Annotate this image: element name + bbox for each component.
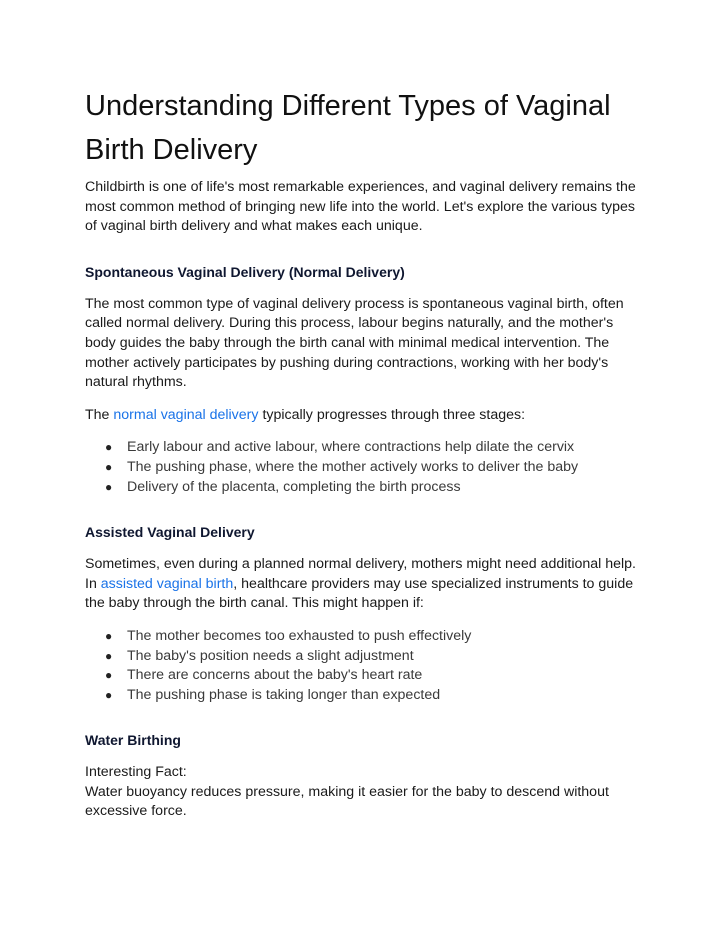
fact-label: Interesting Fact: bbox=[85, 764, 187, 781]
list-item-text: The mother becomes too exhausted to push effectively bbox=[127, 627, 472, 644]
list-item bbox=[85, 647, 645, 667]
list-item bbox=[85, 478, 645, 498]
lead-text-pre: The bbox=[85, 406, 114, 423]
bullet-icon: ● bbox=[105, 668, 113, 683]
list-item bbox=[85, 438, 645, 458]
bullet-icon: ● bbox=[105, 479, 113, 494]
list-item bbox=[85, 686, 645, 706]
body-text-pre: Sometimes, even during a planned normal delivery, mothers might need additional help. In bbox=[85, 556, 636, 592]
section-water-birthing bbox=[85, 730, 645, 822]
reasons-list bbox=[85, 627, 645, 705]
section-spontaneous-delivery bbox=[85, 262, 645, 497]
list-item-text: The pushing phase, where the mother actively works to deliver the baby bbox=[127, 458, 579, 475]
section-body: The most common type of vaginal delivery process is spontaneous vaginal birth, often called normal delivery. During this process, labour begins naturally, and the mother's body guides the baby through the birth canal with minimal medical intervention. The mother actively participates by pushing during contractions, working with her body's natural rhythms. bbox=[85, 295, 624, 391]
normal-vaginal-delivery-link[interactable]: normal vaginal delivery bbox=[113, 406, 259, 423]
intro-paragraph: Childbirth is one of life's most remarkable experiences, and vaginal delivery remains the most common method of bringing new life into the world. Let's explore the various types of vaginal birth delivery and what makes each unique. bbox=[85, 179, 636, 235]
body-text-post: , healthcare providers may use specialized instruments to guide the baby through the birth canal. This might happen if: bbox=[85, 575, 634, 612]
bullet-icon: ● bbox=[105, 440, 113, 455]
section-assisted-delivery bbox=[85, 522, 645, 705]
section-heading: Assisted Vaginal Delivery bbox=[85, 524, 255, 541]
section-heading: Spontaneous Vaginal Delivery (Normal Delivery) bbox=[85, 263, 405, 280]
stages-lead bbox=[85, 406, 645, 426]
page-title: Understanding Different Types of Vaginal Birth Delivery bbox=[85, 90, 611, 166]
bullet-icon: ● bbox=[105, 628, 113, 643]
list-item-text: Delivery of the placenta, completing the birth process bbox=[127, 478, 461, 495]
fact-text: Water buoyancy reduces pressure, making it easier for the baby to descend without excessive force. bbox=[85, 783, 609, 820]
list-item bbox=[85, 666, 645, 686]
assisted-vaginal-birth-link[interactable]: assisted vaginal birth bbox=[100, 575, 234, 592]
list-item bbox=[85, 627, 645, 647]
section-heading: Water Birthing bbox=[85, 732, 181, 749]
stages-list bbox=[85, 438, 645, 497]
document-page bbox=[85, 84, 645, 822]
list-item-text: There are concerns about the baby's heart rate bbox=[127, 667, 423, 684]
list-item bbox=[85, 458, 645, 478]
bullet-icon: ● bbox=[105, 648, 113, 663]
bullet-icon: ● bbox=[105, 459, 113, 474]
section-body bbox=[85, 555, 645, 614]
list-item-text: Early labour and active labour, where contractions help dilate the cervix bbox=[127, 439, 575, 456]
lead-text-post: typically progresses through three stages: bbox=[258, 406, 526, 423]
bullet-icon: ● bbox=[105, 687, 113, 702]
list-item-text: The baby's position needs a slight adjustment bbox=[127, 647, 414, 664]
list-item-text: The pushing phase is taking longer than expected bbox=[127, 686, 441, 703]
